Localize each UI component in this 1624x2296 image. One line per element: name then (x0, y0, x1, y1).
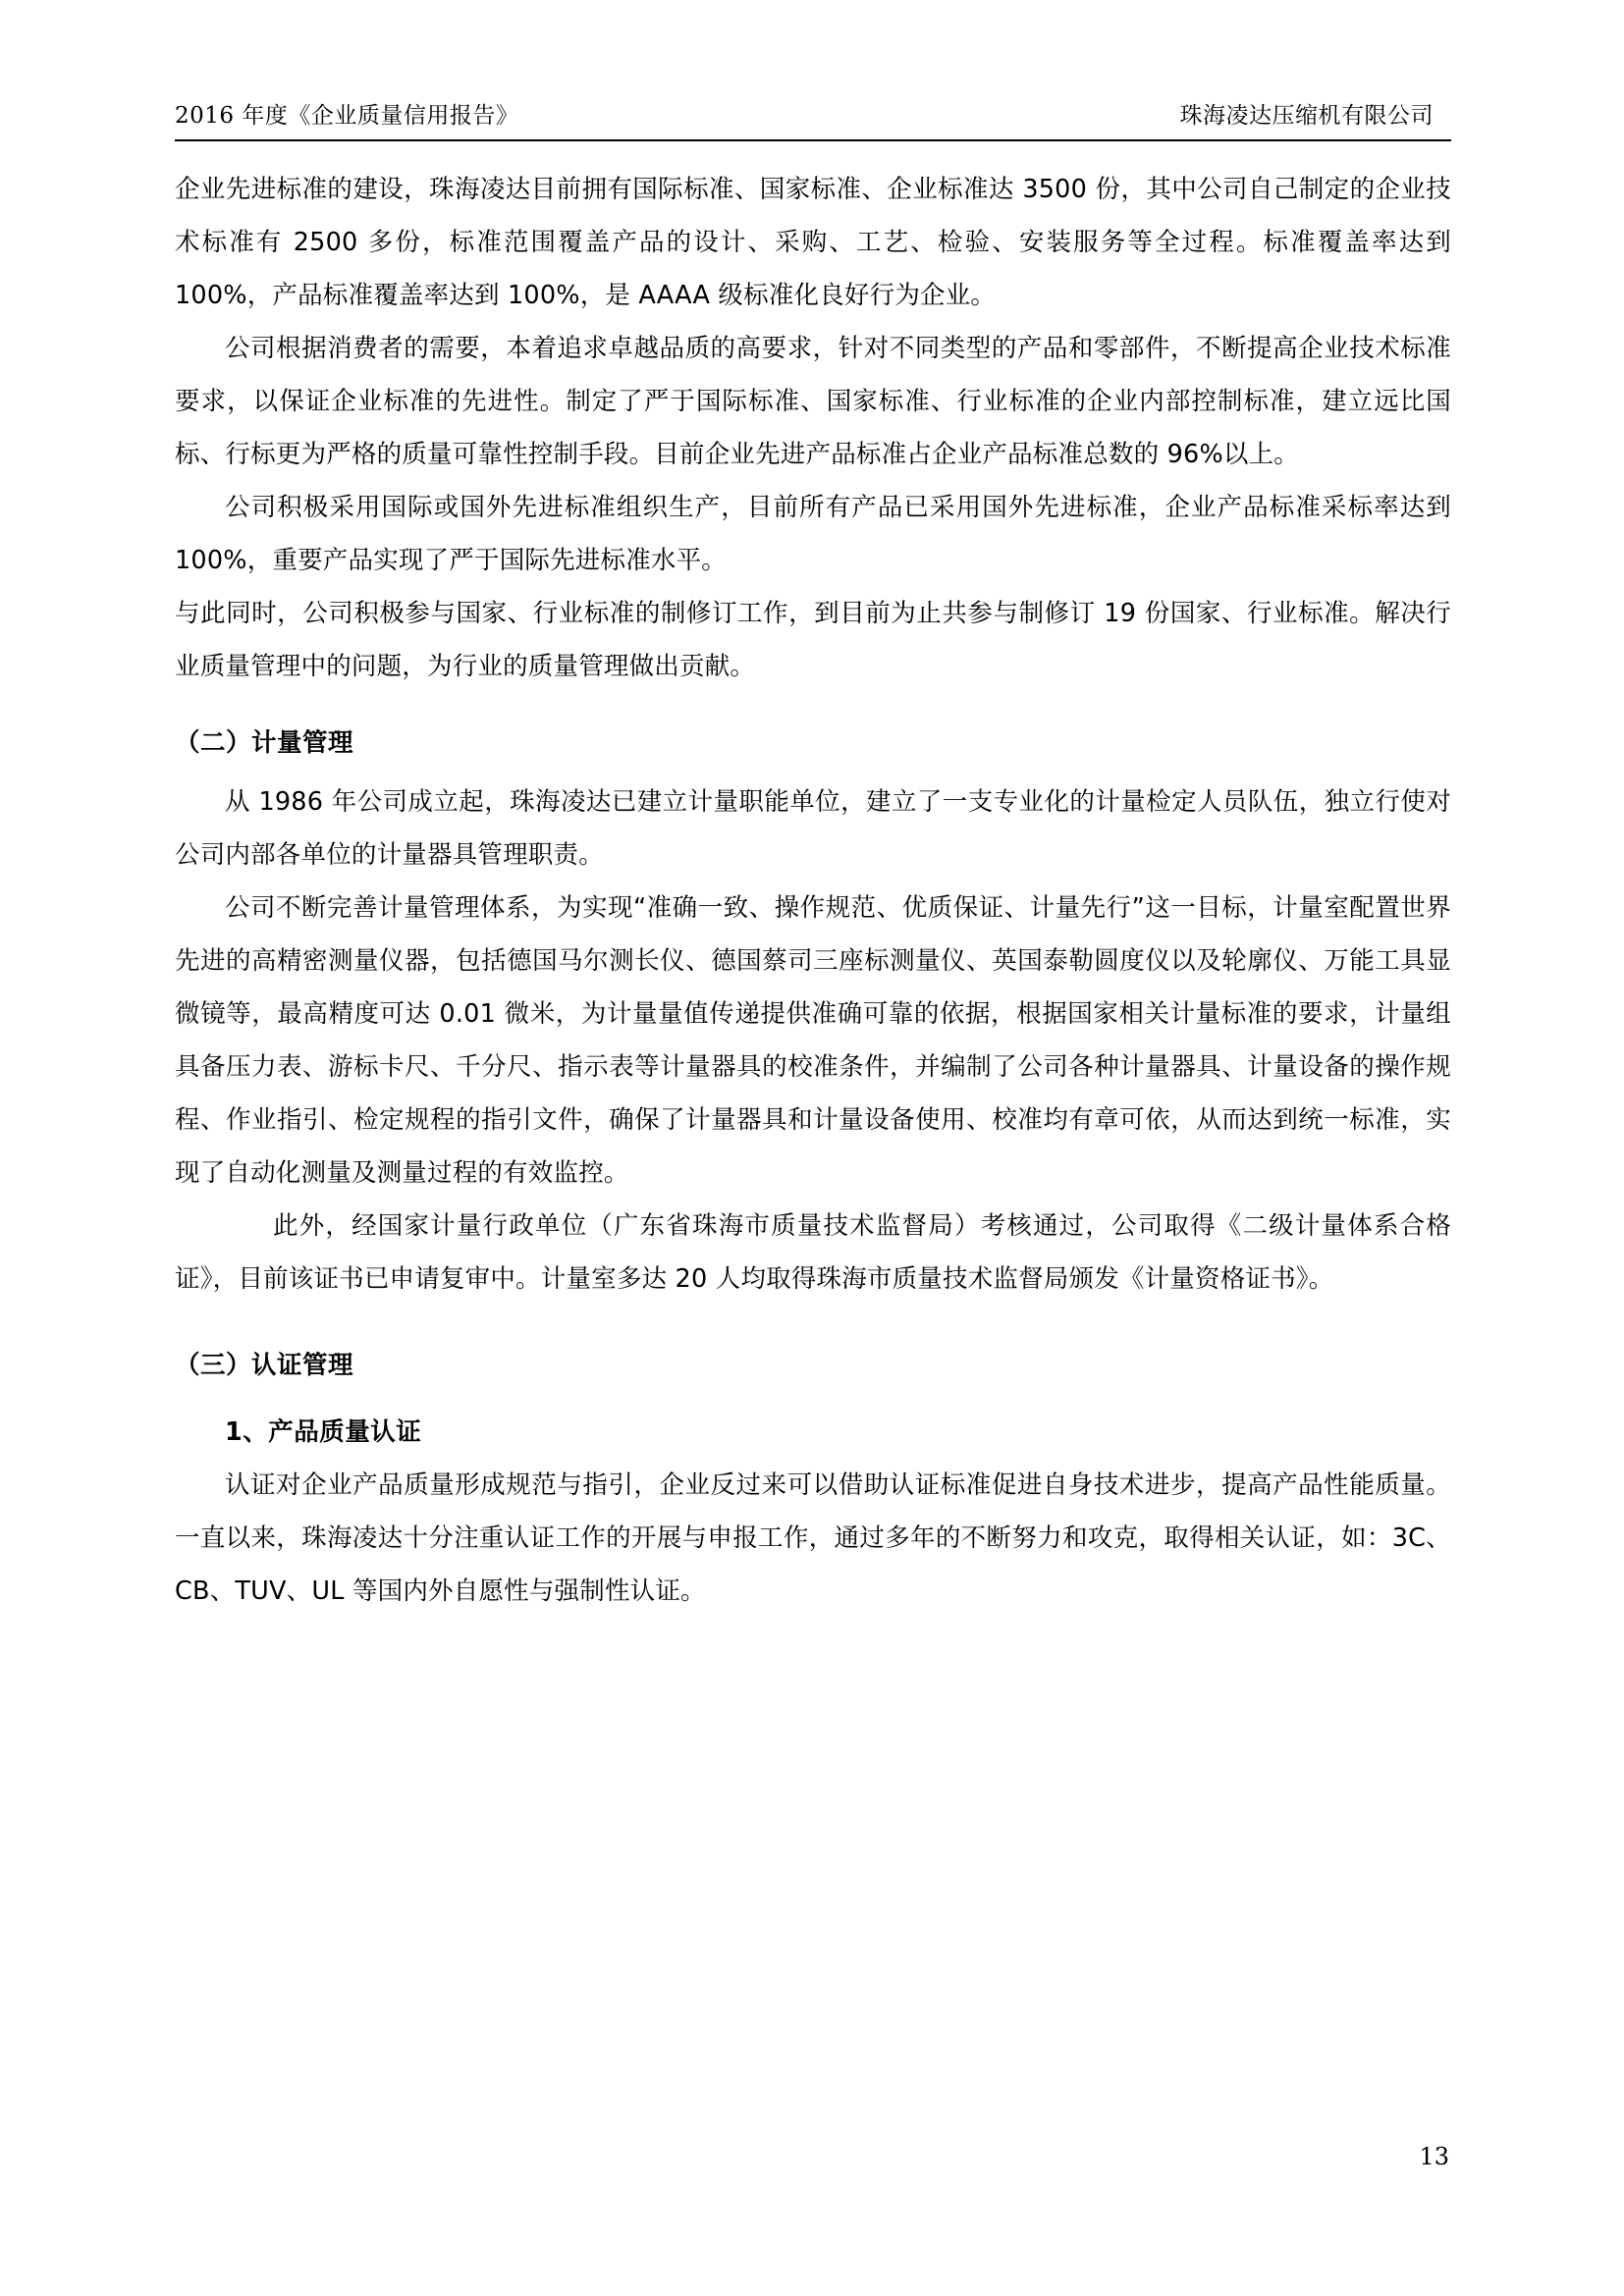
paragraph-consumer-needs: 公司根据消费者的需要，本着追求卓越品质的高要求，针对不同类型的产品和零部件，不断提高企业技术标准要求，以保证企业标准的先进性。制定了严于国际标准、国家标准、行业标准的企业内部控制标准，建立远比国标、行标更为严格的质量可靠性控制手段。目前企业先进产品标准占企业产品标准总数的 96%以上。 (175, 333, 1451, 469)
header-report-title: 2016 年度《企业质量信用报告》 (175, 103, 519, 129)
body-text (175, 163, 1451, 1618)
header-company-name: 珠海凌达压缩机有限公司 (1179, 103, 1434, 129)
paragraph-international-standards: 公司积极采用国际或国外先进标准组织生产，目前所有产品已采用国外先进标准，企业产品标准采标率达到 100%，重要产品实现了严于国际先进标准水平。 (175, 492, 1451, 575)
section-heading-metrology: （二）计量管理 (175, 727, 354, 758)
subsection-heading-product-certification: 1、产品质量认证 (225, 1416, 422, 1447)
section-heading-certification: （三）认证管理 (175, 1350, 354, 1380)
spacer (175, 1306, 1451, 1315)
paragraph-metrology-system: 公司不断完善计量管理体系，为实现“准确一致、操作规范、优质保证、计量先行”这一目标，计量室配置世界先进的高精密测量仪器，包括德国马尔测长仪、德国蔡司三座标测量仪、英国泰勒圆度仪以及轮廓仪、万能工具显微镜等，最高精度可达 0.01 微米，为计量量值传递提供准确可靠的依据，根据国家相关计量标准的要求，计量组具备压力表、游标卡尺、千分尺、指示表等计量器具的校准条件，并编制了公司各种计量器具、计量设备的操作规程、作业指引、检定规程的指引文件，确保了计量器具和计量设备使用、校准均有章可依，从而达到统一标准，实现了自动化测量及测量过程的有效监控。 (175, 892, 1451, 1188)
page-number: 13 (1419, 2143, 1449, 2170)
running-header (175, 102, 1451, 141)
paragraph-standards-participation: 与此同时，公司积极参与国家、行业标准的制修订工作，到目前为止共参与制修订 19 份国家、行业标准。解决行业质量管理中的问题，为行业的质量管理做出贡献。 (175, 598, 1451, 681)
paragraph-standards-construction: 企业先进标准的建设，珠海凌达目前拥有国际标准、国家标准、企业标准达 3500 份，其中公司自己制定的企业技术标准有 2500 多份，标准范围覆盖产品的设计、采购、工艺、检验、安装服务等全过程。标准覆盖率达到 100%，产品标准覆盖率达到 100%，是 AAAA 级标准化良好行为企业。 (175, 174, 1451, 310)
page-content (175, 102, 1451, 1618)
paragraph-certification-detail: 认证对企业产品质量形成规范与指引，企业反过来可以借助认证标准促进自身技术进步，提高产品性能质量。一直以来，珠海凌达十分注重认证工作的开展与申报工作，通过多年的不断努力和攻克，取得相关认证，如：3C、CB、TUV、UL 等国内外自愿性与强制性认证。 (175, 1469, 1451, 1606)
paragraph-metrology-certificate: 此外，经国家计量行政单位（广东省珠海市质量技术监督局）考核通过，公司取得《二级计量体系合格证》，目前该证书已申请复审中。计量室多达 20 人均取得珠海市质量技术监督局颁发《计量资格证书》。 (175, 1210, 1451, 1294)
paragraph-metrology-since-1986: 从 1986 年公司成立起，珠海凌达已建立计量职能单位，建立了一支专业化的计量检定人员队伍，独立行使对公司内部各单位的计量器具管理职责。 (175, 786, 1451, 870)
